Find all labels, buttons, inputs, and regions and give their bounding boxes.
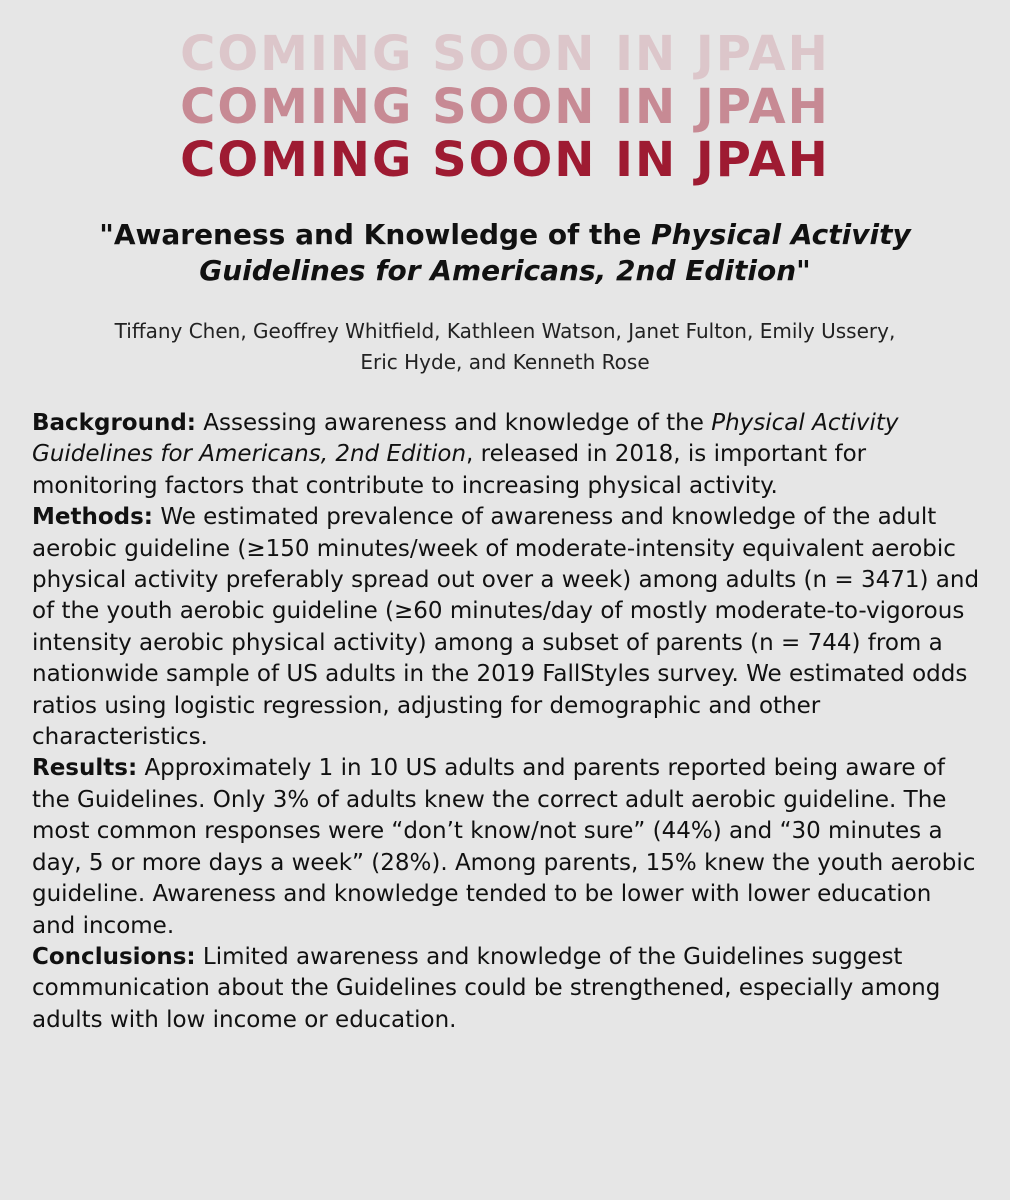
abstract-methods — [32, 502, 980, 753]
author-list — [40, 316, 970, 378]
conclusions-text: Limited awareness and knowledge of the Guidelines suggest communication about the Guidelines could be strengthened, especially among adults with low income or education. — [32, 943, 941, 1033]
banner-line-medium: COMING SOON IN JPAH — [180, 79, 830, 135]
abstract — [32, 408, 980, 1036]
background-text-before: Assessing awareness and knowledge of the — [196, 410, 712, 436]
methods-text: We estimated prevalence of awareness and knowledge of the adult aerobic guideline (≥150 minutes/week of moderate-intensity equivalent aerobic physical activity preferably spread out over a week) among adults (n = 3471) and of the youth aerobic guideline (≥60 minutes/day of mostly moderate-to-vigorous intensity aerobic physical activity) among a subset of parents (n = 744) from a nationwide sample of US adults in the 2019 FallStyles survey. We estimated odds ratios using logistic regression, adjusting for demographic and other characteristics. — [32, 504, 980, 751]
banner-line-strong: COMING SOON IN JPAH — [180, 132, 830, 188]
abstract-conclusions — [32, 942, 980, 1036]
coming-soon-banner — [0, 28, 1010, 187]
title-close-quote: " — [796, 254, 811, 287]
authors-line-2: Eric Hyde, and Kenneth Rose — [360, 350, 650, 374]
authors-line-1: Tiffany Chen, Geoffrey Whitfield, Kathleen Watson, Janet Fulton, Emily Ussery, — [114, 319, 896, 343]
background-italic: Physical Activity Guidelines for Americans, 2nd Edition — [32, 410, 899, 468]
title-open-quote: " — [99, 218, 114, 251]
background-text-after: , released in 2018, is important for monitoring factors that contribute to increasing physical activity. — [32, 441, 867, 499]
article-title — [40, 217, 970, 289]
results-text: Approximately 1 in 10 US adults and parents reported being aware of the Guidelines. Only 3% of adults knew the correct adult aerobic guideline. The most common responses were “don’t know/not sure” (44%) and “30 minutes a day, 5 or more days a week” (28%). Among parents, 15% knew the youth aerobic guideline. Awareness and knowledge tended to be lower with lower education and income. — [32, 755, 976, 939]
background-label: Background: — [32, 410, 196, 436]
methods-label: Methods: — [32, 504, 154, 531]
abstract-results — [32, 753, 980, 941]
abstract-background — [32, 408, 980, 502]
title-italic: Physical Activity Guidelines for Americans, 2nd Edition — [199, 218, 911, 287]
banner-line-faded: COMING SOON IN JPAH — [180, 26, 830, 82]
results-label: Results: — [32, 755, 138, 782]
title-prefix: Awareness and Knowledge of the — [113, 218, 652, 251]
conclusions-label: Conclusions: — [32, 943, 196, 970]
